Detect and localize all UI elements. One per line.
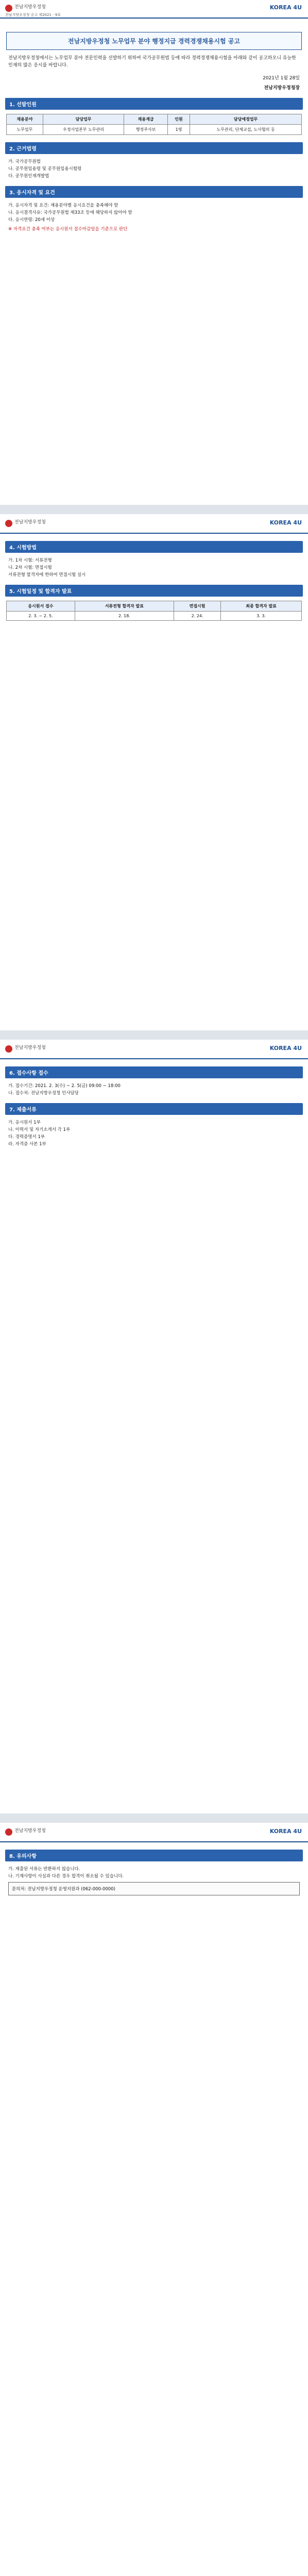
list-item: 다. 공무원인재개발법 [8, 174, 49, 179]
cell: 우정사업본부 노무관리 [43, 125, 124, 135]
section-6-heading: 6. 접수사항 접수 [5, 1066, 303, 1078]
page-3 [0, 1041, 308, 1814]
section-8-heading: 8. 유의사항 [5, 1850, 303, 1861]
page-header [0, 1041, 308, 1059]
section-7-heading: 7. 제출서류 [5, 1103, 303, 1115]
korea-brand-logo: KOREA 4U [269, 1828, 302, 1835]
cell: 노무관리, 단체교섭, 노사협의 등 [190, 125, 302, 135]
documents-list [8, 1119, 300, 1147]
page-divider [0, 1814, 308, 1823]
org-name: 전남지방우정청 [14, 520, 46, 525]
schedule-table [6, 601, 302, 621]
page-4 [0, 1824, 308, 2576]
page-header [0, 0, 308, 19]
notice-list [8, 1866, 300, 1879]
agency-logo-icon [5, 1045, 12, 1053]
org-name: 전남지방우정청 [14, 1045, 46, 1050]
cell: 2. 3. ~ 2. 5. [7, 612, 75, 621]
cell: 노무업무 [7, 125, 43, 135]
list-item: 다. 응시연령: 20세 이상 [8, 217, 55, 223]
cell: 3. 3. [221, 612, 302, 621]
page-header [0, 1824, 308, 1842]
org-name: 전남지방우정청 [14, 5, 46, 10]
cell: 행정주사보 [124, 125, 168, 135]
korea-brand-logo: KOREA 4U [269, 4, 302, 11]
page-header [0, 515, 308, 534]
qualification-list [8, 202, 300, 223]
korea-brand-logo: KOREA 4U [269, 1045, 302, 1052]
application-list [8, 1082, 300, 1096]
list-item: 나. 응시결격사유: 국가공무원법 제33조 등에 해당하지 않아야 함 [8, 210, 132, 215]
page-2 [0, 515, 308, 1030]
list-item: 나. 이력서 및 자기소개서 각 1부 [8, 1127, 71, 1132]
list-item: 서류전형 합격자에 한하여 면접시험 실시 [8, 572, 86, 578]
law-list [8, 158, 300, 179]
list-item: 가. 국가공무원법 [8, 159, 41, 164]
list-item: 나. 접수처: 전남지방우정청 인사담당 [8, 1091, 79, 1096]
doc-intro: 전남지방우정청에서는 노무업무 분야 전문인력을 선발하기 위하여 국가공무원법 등에 따라 경력경쟁채용시험을 아래와 같이 공고하오니 유능한 인재의 많은 응시를 바랍니다. [8, 56, 296, 68]
exam-method-list [8, 557, 300, 578]
list-item: 나. 2차 시험: 면접시험 [8, 565, 52, 570]
section-2-heading: 2. 근거법령 [5, 142, 303, 154]
list-item: 가. 응시원서 1부 [8, 1120, 41, 1125]
doc-date: 2021년 1월 28일 [263, 76, 300, 81]
section-5-heading: 5. 시험일정 및 합격자 발표 [5, 585, 303, 597]
agency-logo-icon [5, 520, 12, 527]
agency-logo-icon [5, 1828, 12, 1836]
th-grade: 채용계급 [124, 114, 168, 125]
list-item: 나. 공무원임용령 및 공무원임용시험령 [8, 166, 82, 172]
cell: 1명 [167, 125, 190, 135]
list-item: 라. 자격증 사본 1부 [8, 1142, 46, 1147]
list-item: 다. 경력증명서 1부 [8, 1134, 45, 1140]
th-duty: 담당업무 [43, 114, 124, 125]
page-1 [0, 0, 308, 505]
cell: 2. 18. [75, 612, 174, 621]
recruit-table [6, 114, 302, 135]
list-item: 가. 접수기간: 2021. 2. 3(수) ~ 2. 5(금) 09:00 ~ 18:00 [8, 1083, 121, 1089]
th: 응시원서 접수 [7, 601, 75, 612]
table-row [7, 612, 302, 621]
table-row [7, 125, 302, 135]
section-3-heading: 3. 응시자격 및 요건 [5, 186, 303, 198]
list-item: 가. 1차 시험: 서류전형 [8, 558, 52, 563]
th: 서류전형 합격자 발표 [75, 601, 174, 612]
korea-brand-logo: KOREA 4U [269, 519, 302, 526]
th: 최종 합격자 발표 [221, 601, 302, 612]
doc-title: 전남지방우정청 노무업무 분야 행정지급 경력경쟁채용시험 공고 [6, 32, 302, 50]
page-divider [0, 505, 308, 514]
th: 면접시험 [174, 601, 220, 612]
th-count: 인원 [167, 114, 190, 125]
cell: 2. 24. [174, 612, 220, 621]
contact-box: 문의처: 전남지방우정청 운영지원과 (062-000-0000) [8, 1882, 300, 1895]
page-divider [0, 1030, 308, 1040]
list-item: 가. 응시자격 및 요건: 채용분야별 응시요건을 충족해야 함 [8, 203, 118, 208]
agency-logo-icon [5, 5, 12, 12]
list-item: 나. 기재사항이 사실과 다른 경우 합격이 취소될 수 있습니다. [8, 1874, 124, 1879]
notice-number: 전남지방우정청 공고 제2021 - 9호 [5, 13, 61, 17]
section-4-heading: 4. 시험방법 [5, 541, 303, 553]
th-field: 채용분야 [7, 114, 43, 125]
section-1-heading: 1. 선발인원 [5, 98, 303, 110]
org-name: 전남지방우정청 [14, 1828, 46, 1834]
th-task: 담당예정업무 [190, 114, 302, 125]
qualification-note: ※ 자격요건 충족 여부는 응시원서 접수마감일을 기준으로 판단 [8, 227, 128, 232]
doc-signer: 전남지방우정청장 [264, 86, 300, 91]
list-item: 가. 제출된 서류는 반환하지 않습니다. [8, 1867, 80, 1872]
